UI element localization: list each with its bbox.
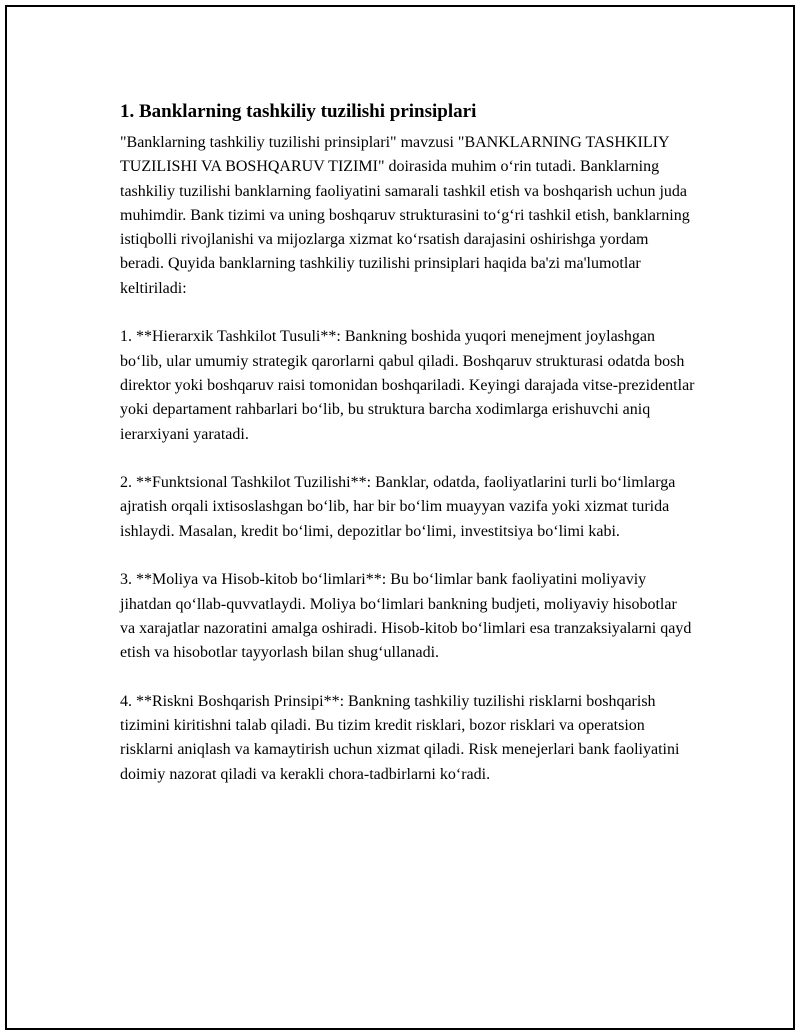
page-frame [5,5,795,1030]
intro-paragraph: "Banklarning tashkiliy tuzilishi prinsiplari" mavzusi "BANKLARNING TASHKILIY TUZILISHI VA BOSHQARUV TIZIMI" doirasida muhim oʻrin tutadi. Banklarning tashkiliy tuzilishi banklarning faoliyatini samarali tashkil etish va boshqarish uchun juda muhimdir. Bank tizimi va uning boshqaruv strukturasini toʻgʻri tashkil etish, banklarning istiqbolli rivojlanishi va mijozlarga xizmat koʻrsatish darajasini oshirishga yordam beradi. Quyida banklarning tashkiliy tuzilishi prinsiplari haqida ba'zi ma'lumotlar keltiriladi: [120,134,690,297]
paragraph-hierarchical-structure: 1. **Hierarxik Tashkilot Tusuli**: Bankning boshida yuqori menejment joylashgan boʻlib, ular umumiy strategik qarorlarni qabul qiladi. Boshqaruv strukturasi odatda bosh direktor yoki boshqaruv raisi tomonidan boshqariladi. Keyingi darajada vitse-prezidentlar yoki departament rahbarlari boʻlib, bu struktura barcha xodimlarga erishuvchi aniq ierarxiyani yaratadi. [120,328,695,443]
paragraph-functional-structure: 2. **Funktsional Tashkilot Tuzilishi**: Banklar, odatda, faoliyatlarini turli boʻlimlarga ajratish orqali ixtisoslashgan boʻlib, har bir boʻlim muayyan vazifa yoki xizmat turida ishlaydi. Masalan, kredit boʻlimi, depozitlar boʻlimi, investitsiya boʻlimi kabi. [120,474,676,540]
document-body [120,99,695,811]
paragraph-risk-management: 4. **Riskni Boshqarish Prinsipi**: Bankning tashkiliy tuzilishi risklarni boshqarish tizimini kiritishni talab qiladi. Bu tizim kredit risklari, bozor risklari va operatsion risklarni aniqlash va kamaytirish uchun xizmat qiladi. Risk menejerlari bank faoliyatini doimiy nazorat qiladi va kerakli chora-tadbirlarni koʻradi. [120,692,680,783]
paragraph-finance-departments: 3. **Moliya va Hisob-kitob boʻlimlari**: Bu boʻlimlar bank faoliyatini moliyaviy jihatdan qoʻllab-quvvatlaydi. Moliya boʻlimlari bankning budjeti, moliyaviy hisobotlar va xarajatlar nazoratini amalga oshiradi. Hisob-kitob boʻlimlari esa tranzaksiyalarni qayd etish va hisobotlar tayyorlash bilan shugʻullanadi. [120,571,692,662]
document-title: 1. Banklarning tashkiliy tuzilishi prinsiplari [120,101,477,122]
